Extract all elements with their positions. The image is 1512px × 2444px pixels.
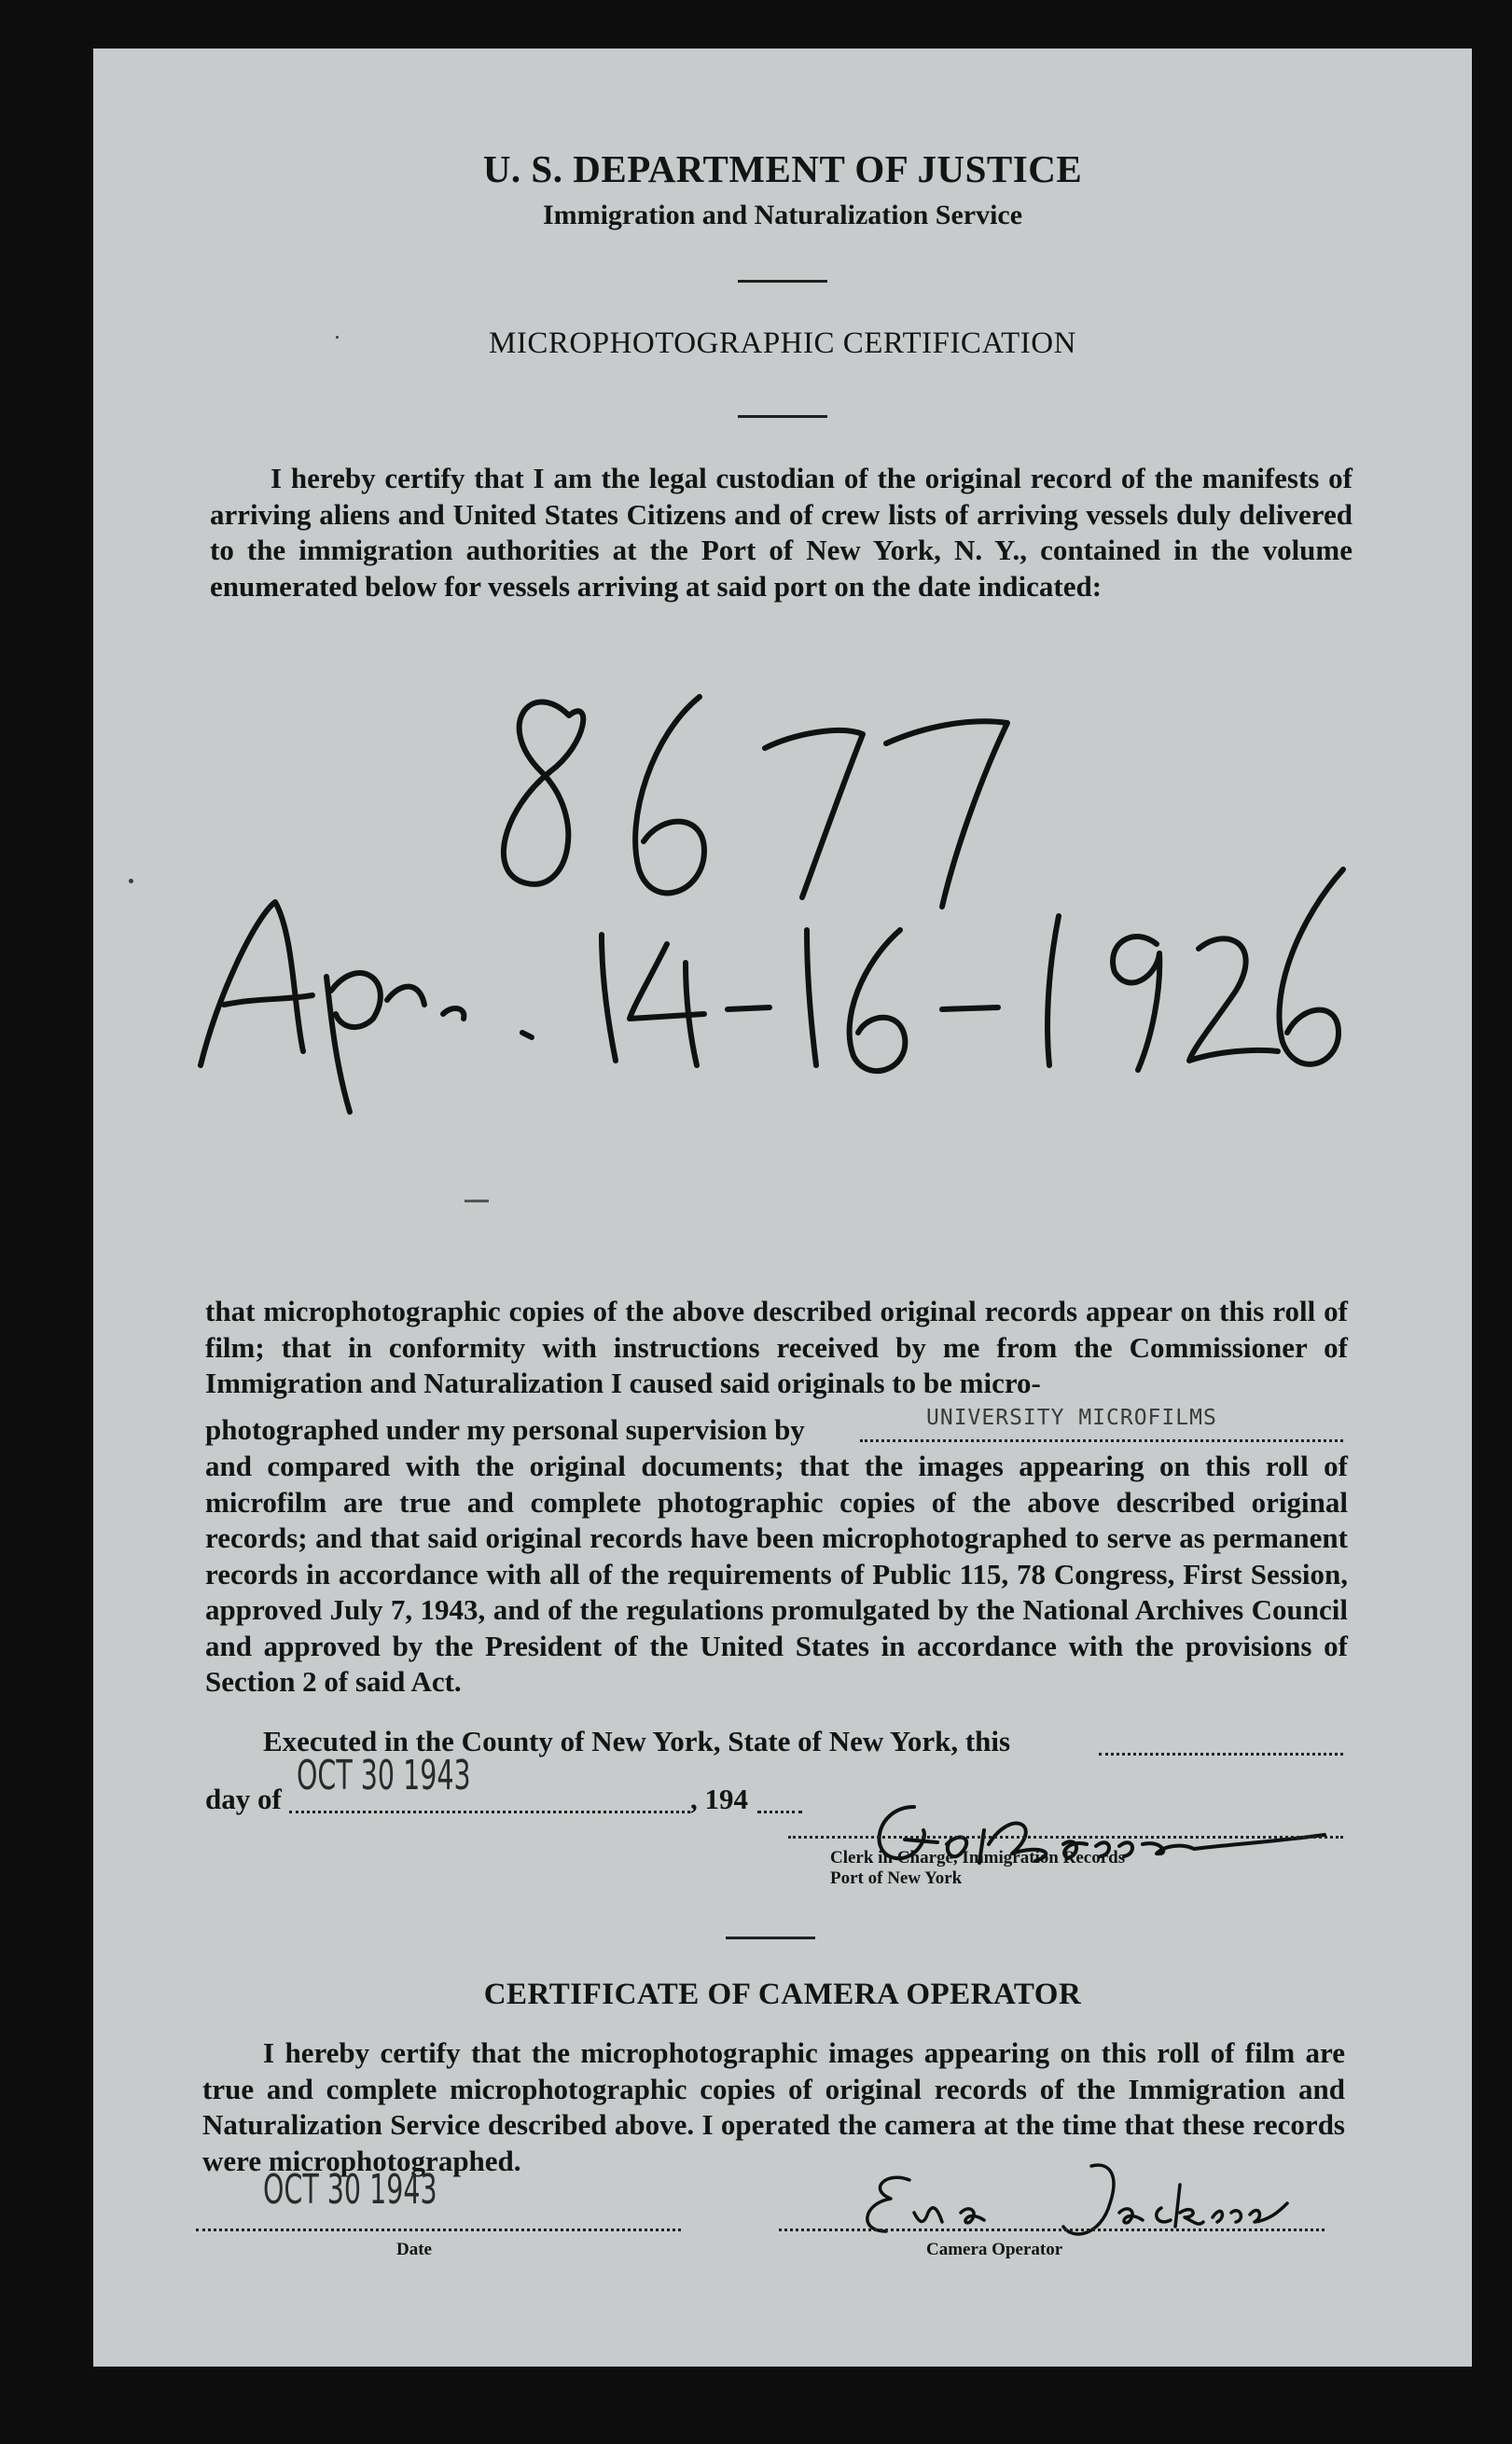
service-subtitle: Immigration and Naturalization Service xyxy=(542,200,1023,230)
body-paragraph-start: that microphotographic copies of the above described original records appear on this roll of film; that in conformity with instructions received by me from the Commissioner of Immigration and Naturalization I caused said originals to be micro- xyxy=(205,1295,1348,1399)
camera-stamped-date: OCT 30 1943 xyxy=(263,2166,437,2214)
day-of-label: day of xyxy=(205,1783,282,1815)
photographed-by-stamp: UNIVERSITY MICROFILMS xyxy=(926,1406,1217,1430)
operator-signature xyxy=(811,2147,1315,2250)
photographed-by-label: photographed under my personal supervision by xyxy=(205,1413,805,1446)
operator-signature-dotted-line xyxy=(779,2229,1325,2231)
day-of-stamped-date: OCT 30 1943 xyxy=(297,1752,471,1799)
handwritten-dates xyxy=(163,841,1376,1121)
stray-mark xyxy=(465,1200,489,1202)
film-speck xyxy=(129,879,133,883)
camera-operator-paragraph: I hereby certify that the microphotographic images appearing on this roll of film are true and complete microphotographic copies of original records of the Immigration and Naturalization Service described above. I operated the camera at the time that these records were microphotographed. xyxy=(202,2036,1345,2177)
photographed-by-dotted-line xyxy=(860,1439,1343,1442)
intro-paragraph: I hereby certify that I am the legal custodian of the original record of the manifests of arriving aliens and United States Citizens and of crew lists of arriving vessels duly delivered to the immigration authorities at the Port of New York, N. Y., contained in the volume enumerated below for vessels arriving at said port on the date indicated: xyxy=(210,462,1352,603)
date-dotted-line xyxy=(196,2229,681,2231)
executed-line: Executed in the County of New York, State of New York, this xyxy=(263,1725,1011,1757)
certification-sheet xyxy=(93,49,1472,2367)
year-dotted-line xyxy=(757,1811,802,1813)
camera-section-divider xyxy=(726,1937,815,1939)
clerk-title-line2: Port of New York xyxy=(830,1868,963,1888)
body-paragraph-rest: and compared with the original documents; that the images appearing on this roll of microfilm are true and complete photographic copies of the above described original records; and that said original records have been microphotographed to serve as permanent records in accordance with all of the requirements of Public 115, 78 Congress, First Session, approved July 7, 1943, and of the regulations promulgated by the National Archives Council and approved by the President of the United States in accordance with the provisions of Section 2 of said Act. xyxy=(205,1450,1348,1698)
department-title: U. S. DEPARTMENT OF JUSTICE xyxy=(482,147,1083,190)
date-label: Date xyxy=(396,2240,432,2259)
year-suffix: , 194 xyxy=(690,1783,748,1815)
clerk-signature-dotted-line xyxy=(788,1836,1343,1839)
header-divider xyxy=(738,280,827,283)
camera-operator-title: CERTIFICATE OF CAMERA OPERATOR xyxy=(483,1978,1082,2011)
film-speck xyxy=(336,336,339,339)
executed-dotted-line xyxy=(1099,1753,1343,1756)
operator-label: Camera Operator xyxy=(926,2240,1063,2259)
clerk-title-line1: Clerk in Charge, Immigration Records xyxy=(830,1848,1126,1868)
title-divider xyxy=(738,415,827,418)
certification-title: MICROPHOTOGRAPHIC CERTIFICATION xyxy=(489,326,1076,360)
day-of-dotted-line xyxy=(289,1811,690,1813)
